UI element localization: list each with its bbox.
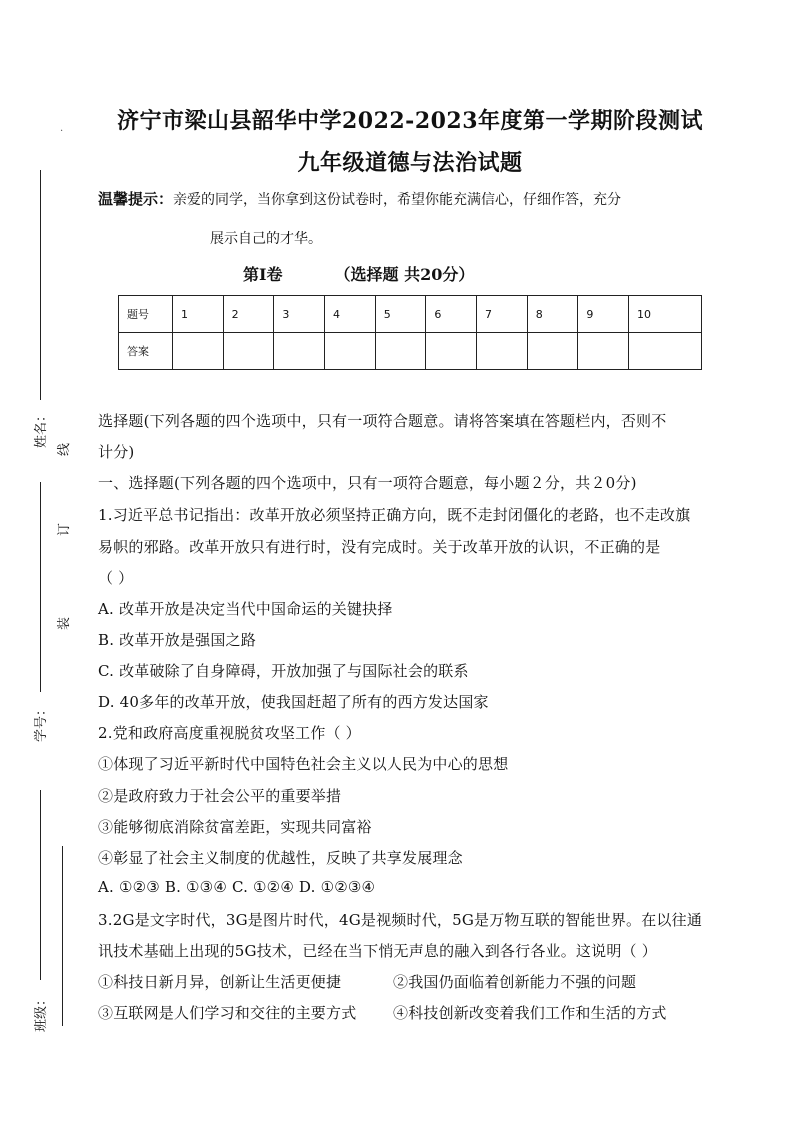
number-cell: 7 xyxy=(477,296,528,333)
q1-option-d: D. 40多年的改革开放，使我国赶超了所有的西方发达国家 xyxy=(98,693,489,711)
answer-cell[interactable] xyxy=(325,333,376,370)
section-header xyxy=(243,262,474,285)
q2-statement-1: ①体现了习近平新时代中国特色社会主义以人民为中心的思想 xyxy=(98,755,509,773)
number-cell: 1 xyxy=(173,296,224,333)
answer-cell[interactable] xyxy=(173,333,224,370)
exam-title-line2: 九年级道德与法治试题 xyxy=(297,150,523,176)
tip-text-line2: 展示自己的才华。 xyxy=(210,231,322,247)
number-cell: 4 xyxy=(325,296,376,333)
q3-statement-3: ③互联网是人们学习和交往的主要方式 xyxy=(98,1004,357,1022)
binding-bind-char: 装 xyxy=(57,616,73,631)
section-part: 第Ⅰ卷 xyxy=(243,265,283,284)
number-cell: 6 xyxy=(426,296,477,333)
answer-row xyxy=(119,333,702,370)
class-label: 班级： xyxy=(34,992,49,1032)
q2-choices: A. ①②③ B. ①③④ C. ①②④ D. ①②③④ xyxy=(98,878,376,896)
question-number-row xyxy=(119,296,702,333)
number-cell: 9 xyxy=(578,296,629,333)
number-cell: 10 xyxy=(629,296,702,333)
number-cell: 2 xyxy=(223,296,274,333)
q3-stem-line1: 3.2G是文字时代，3G是图片时代，4G是视频时代，5G是万物互联的智能世界。在以往通 xyxy=(98,911,703,929)
q2-stem: 2.党和政府高度重视脱贫攻坚工作（ ） xyxy=(98,724,361,742)
tick-mark: . xyxy=(60,123,64,134)
name-underline xyxy=(40,170,41,400)
binding-vertical-line xyxy=(62,846,63,1026)
q1-stem-line3: （ ） xyxy=(98,569,134,587)
q2-statement-2: ②是政府致力于社会公平的重要举措 xyxy=(98,787,342,805)
q1-option-a: A. 改革开放是决定当代中国命运的关键抉择 xyxy=(98,600,393,618)
q3-statement-1: ①科技日新月异，创新让生活更便捷 xyxy=(98,973,342,991)
student-id-underline xyxy=(40,482,41,692)
tip-head: 温馨提示： xyxy=(98,190,174,208)
row-head-answer: 答案 xyxy=(119,333,173,370)
warm-tip xyxy=(98,188,621,209)
q1-option-c: C. 改革破除了自身障碍，开放加强了与国际社会的联系 xyxy=(98,662,469,680)
answer-cell[interactable] xyxy=(223,333,274,370)
q1-stem-line1: 1.习近平总书记指出：改革开放必须坚持正确方向，既不走封闭僵化的老路，也不走改旗 xyxy=(98,506,691,524)
answer-table xyxy=(118,295,702,370)
q3-statement-2: ②我国仍面临着创新能力不强的问题 xyxy=(393,973,637,991)
number-cell: 3 xyxy=(274,296,325,333)
binding-line-char: 线 xyxy=(57,442,73,457)
number-cell: 8 xyxy=(527,296,578,333)
q3-stem-line2: 讯技术基础上出现的5G技术，已经在当下悄无声息的融入到各行各业。这说明（ ） xyxy=(98,942,657,960)
number-cell: 5 xyxy=(375,296,426,333)
q2-statement-4: ④彰显了社会主义制度的优越性，反映了共享发展理念 xyxy=(98,849,463,867)
class-underline xyxy=(40,790,41,980)
q2-statement-3: ③能够彻底消除贫富差距，实现共同富裕 xyxy=(98,818,372,836)
answer-cell[interactable] xyxy=(274,333,325,370)
student-id-label: 学号： xyxy=(34,702,49,742)
q1-option-b: B. 改革开放是强国之路 xyxy=(98,631,256,649)
instruction-line2: 计分) xyxy=(98,443,135,461)
answer-cell[interactable] xyxy=(629,333,702,370)
exam-title-line1: 济宁市梁山县韶华中学2022-2023年度第一学期阶段测试 xyxy=(116,108,704,134)
tip-text-line1: 亲爱的同学，当你拿到这份试卷时，希望你能充满信心，仔细作答，充分 xyxy=(173,192,622,208)
binding-order-char: 订 xyxy=(57,522,73,537)
answer-cell[interactable] xyxy=(477,333,528,370)
row-head-number: 题号 xyxy=(119,296,173,333)
section-desc: （选择题 共20分） xyxy=(334,265,475,284)
answer-cell[interactable] xyxy=(527,333,578,370)
q3-statement-4: ④科技创新改变着我们工作和生活的方式 xyxy=(393,1004,667,1022)
answer-cell[interactable] xyxy=(578,333,629,370)
part-one-heading: 一、选择题(下列各题的四个选项中，只有一项符合题意，每小题２分，共２0分) xyxy=(98,474,637,492)
instruction-line1: 选择题(下列各题的四个选项中，只有一项符合题意。请将答案填在答题栏内，否则不 xyxy=(98,412,667,430)
q1-stem-line2: 易帜的邪路。改革开放只有进行时，没有完成时。关于改革开放的认识，不正确的是 xyxy=(98,538,661,556)
answer-cell[interactable] xyxy=(426,333,477,370)
answer-cell[interactable] xyxy=(375,333,426,370)
name-label: 姓名： xyxy=(34,408,49,448)
